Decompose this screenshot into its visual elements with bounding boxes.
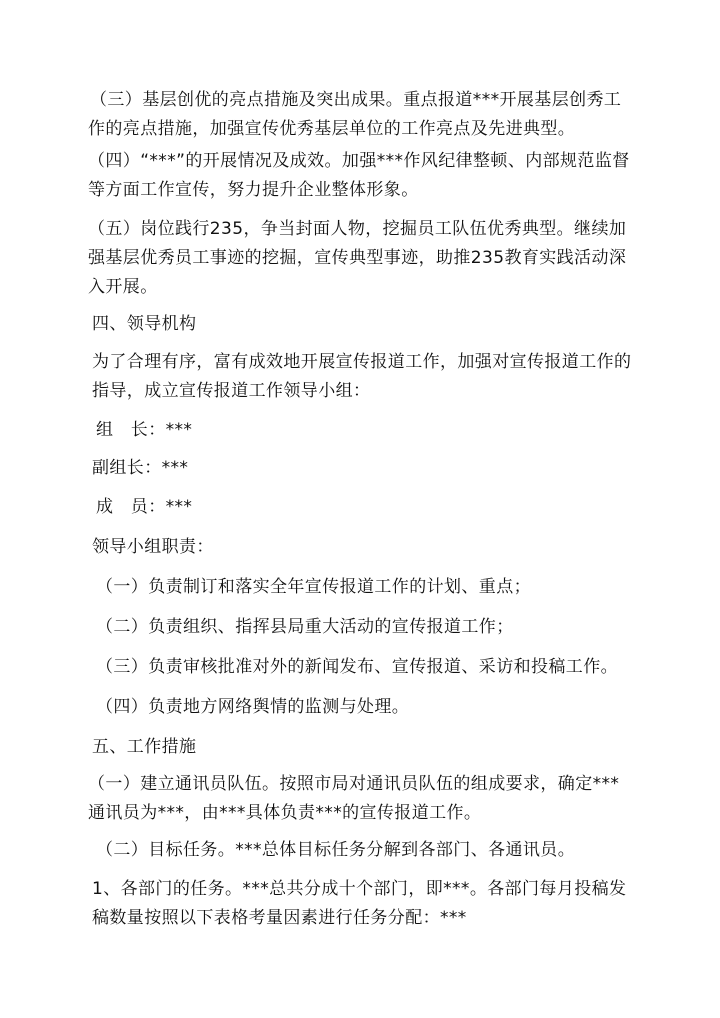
duties-heading: 领导小组职责： (92, 537, 214, 557)
paragraph-section-5-role-models: （五）岗位践行235，争当封面人物，挖掘员工队伍优秀典型。继续加强基层优秀员工事迹的挖掘，宣传典型事迹，助推235教育实践活动深入开展。 (88, 219, 627, 297)
paragraph-section-4-progress: （四）“***”的开展情况及成效。加强***作风纪律整顿、内部规范监督等方面工作宣传，努力提升企业整体形象。 (88, 151, 630, 200)
measure-item-1: （一）建立通讯员队伍。按照市局对通讯员队伍的组成要求，确定***通讯员为***，由***具体负责***的宣传报道工作。 (88, 774, 620, 823)
heading-work-measures: 五、工作措施 (92, 737, 197, 757)
paragraph-section-3-highlights: （三）基层创优的亮点措施及突出成果。重点报道***开展基层创秀工作的亮点措施，加强宣传优秀基层单位的工作亮点及先进典型。 (88, 90, 622, 139)
heading-leadership-structure: 四、领导机构 (92, 314, 197, 334)
deputy-leader-line: 副组长：*** (92, 458, 189, 478)
duty-item-3: （三）负责审核批准对外的新闻发布、宣传报道、采访和投稿工作。 (96, 657, 618, 677)
duty-item-4: （四）负责地方网络舆情的监测与处理。 (96, 697, 410, 717)
duty-item-2: （二）负责组织、指挥县局重大活动的宣传报道工作； (96, 617, 514, 637)
paragraph-leadership-intro: 为了合理有序，富有成效地开展宣传报道工作，加强对宣传报道工作的指导，成立宣传报道工作领导小组： (92, 352, 632, 401)
duty-item-1: （一）负责制订和落实全年宣传报道工作的计划、重点； (96, 577, 531, 597)
members-line: 成 员：*** (96, 497, 193, 517)
leader-line: 组 长：*** (96, 420, 193, 440)
measure-item-2: （二）目标任务。***总体目标任务分解到各部门、各通讯员。 (96, 840, 576, 860)
measure-item-2-1: 1、各部门的任务。***总共分成十个部门，即***。各部门每月投稿发稿数量按照以下表格考量因素进行任务分配：*** (92, 879, 627, 928)
